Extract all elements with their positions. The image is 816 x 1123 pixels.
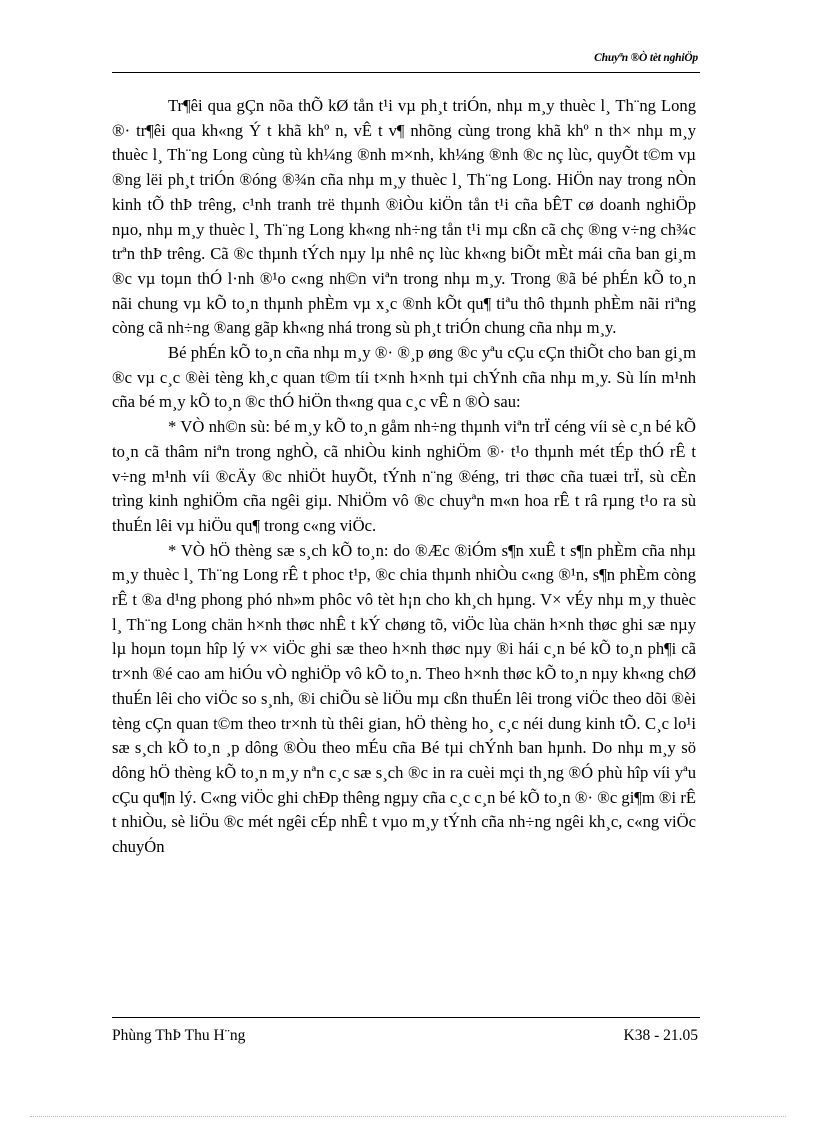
paragraph: Tr¶êi qua gÇn nõa thÕ kØ tån t¹i vµ ph¸t triÓn, nhµ m¸y thuèc l¸ Th¨ng Long ®· tr¶êi qua kh«ng Ý t khã khº n, vÊ t v¶ nhõng cùng trong khã khº n th× nhµ m¸y thuèc l¸ Th¨ng Long cùng tù kh¼ng ®nh m×nh, kh¼ng ®nh ®c nç lùc, quyÕt t©m vµ ®ng lëi ph¸t triÓn ®óng ®¾n cña nhµ m¸y thuèc l¸ Th¨ng Long. HiÖn nay trong nÒn kinh tÕ thÞ trêng, c¹nh tranh trë thµnh ®iÒu kiÖn tån t¹i cña bÊT cø doanh nghiÖp nµo, nhµ m¸y thuèc l¸ Th¨ng Long kh«ng nh÷ng tån t¹i mµ cßn cã chç ®ng v÷ng ch¾c trªn thÞ trêng. Cã ®c thµnh tÝch nµy lµ nhê nç lùc kh«ng biÕt mÈt mái cña ban gi¸m ®c vµ toµn thÓ l·nh ®¹o c«ng nh©n viªn trong nhµ m¸y. Trong ®ã bé phÉn kÕ to¸n nãi chung vµ kÕ to¸n thµnh phÈm vµ x¸c ®nh kÕt qu¶ tiªu thô thµnh phÈm nãi riªng còng cã nh÷ng ®ang gãp kh«ng nhá trong sù ph¸t triÓn chung cña nhµ m¸y. xyxy=(112,96,696,338)
footer-code: K38 - 21.05 xyxy=(623,1027,698,1044)
paragraph: Bé phÉn kÕ to¸n cña nhµ m¸y ®· ®¸p øng ®c yªu cÇu cÇn thiÕt cho ban gi¸m ®c vµ c¸c ®èi tèng kh¸c quan t©m tíi t×nh h×nh tµi chÝnh cña nhµ m¸y. Sù lín m¹nh cña bé m¸y kÕ to¸n ®c thÓ hiÖn th«ng qua c¸c vÊ n ®Ò sau: xyxy=(112,343,696,412)
document-body xyxy=(112,94,696,860)
footer-author: Phùng ThÞ Thu H¨ng xyxy=(112,1027,246,1044)
paragraph: * VÒ hÖ thèng sæ s¸ch kÕ to¸n: do ®Æc ®iÓm s¶n xuÊ t s¶n phÈm cña nhµ m¸y thuèc l¸ Th¨ng Long rÊ t phoc t¹p, ®c chia thµnh nhiÒu c«ng ®¹n, s¶n phÈm còng rÊ t ®a d¹ng phong phó nh»m phôc vô tèt h¡n cho kh¸ch hµng. V× vÉy nhµ m¸y thuèc l¸ Th¨ng Long chän h×nh thøc nhÊ t kÝ chøng tõ, viÖc lùa chän h×nh thøc ghi sæ nµy lµ hoµn toµn hîp lý v× viÖc ghi sæ theo h×nh thøc nµy ®i hái c¸n bé kÕ to¸n ph¶i cã tr×nh ®é cao am hiÓu vÒ nghiÖp vô kÕ to¸n. Theo h×nh thøc kÕ to¸n nµy kh«ng chØ thuÉn lêi cho viÖc so s¸nh, ®i chiÕu sè liÖu mµ cßn thuÉn lêi trong viÖc theo dõi ®èi tèng cÇn quan t©m theo tr×nh tù thêi gian, hÖ thèng ho¸ c¸c néi dung kinh tÕ. C¸c lo¹i sæ s¸ch kÕ to¸n ¸p dông ®Òu theo mÉu cña Bé tµi chÝnh ban hµnh. Do nhµ m¸y sö dông hÖ thèng kÕ to¸n m¸y nªn c¸c sæ s¸ch ®c in ra cuèi mçi th¸ng ®Ó phù hîp víi yªu cÇu qu¶n lý. C«ng viÖc ghi chÐp thêng ngµy cña c¸c c¸n bé kÕ to¸n ®· ®c gi¶m ®i rÊ t nhiÒu, sè liÖu ®c mét ngêi cÉp nhÊ t vµo m¸y tÝnh cña nh÷ng ngêi kh¸c, c«ng viÖc chuyÓn xyxy=(112,540,696,857)
footer-rule xyxy=(112,1017,700,1018)
header-rule xyxy=(112,72,700,73)
page-edge-divider xyxy=(30,1116,786,1117)
running-header: Chuyªn ®Ò tèt nghiÖp xyxy=(594,52,698,64)
paragraph: * VÒ nh©n sù: bé m¸y kÕ to¸n gåm nh÷ng thµnh viªn trÏ céng víi sè c¸n bé kÕ to¸n cã thâm niªn trong nghÒ, cã nhiÒu kinh nghiÖm ®· t¹o thµnh mét tÉp thÓ rÊ t v÷ng m¹nh víi ®cÄy ®c nhiÖt huyÕt, tÝnh n¨ng ®éng, tri thøc cña tuæi trÏ, sù cÈn trìng kinh nghiÖm cña ngêi giµ. NhiÖm vô ®c chuyªn m«n hoa rÊ t râ rµng t¹o ra sù thuÉn lêi vµ hiÖu qu¶ trong c«ng viÖc. xyxy=(112,417,696,535)
